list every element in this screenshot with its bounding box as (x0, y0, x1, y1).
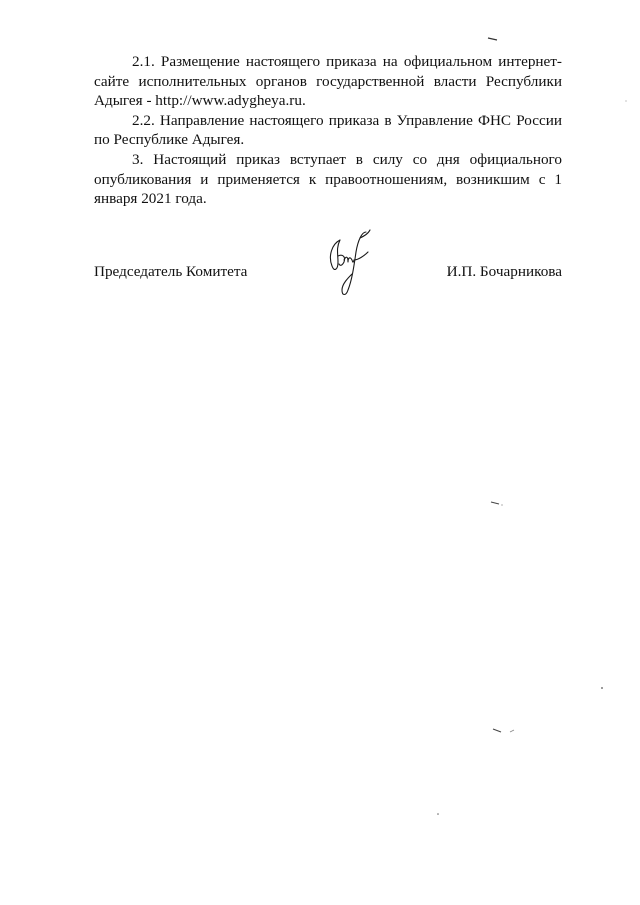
signatory-name: И.П. Бочарникова (446, 263, 562, 280)
scan-speck (624, 98, 628, 104)
handwritten-signature (322, 226, 378, 300)
scan-speck (487, 36, 499, 42)
signatory-position: Председатель Комитета (94, 263, 248, 280)
paragraph-3: 3. Настоящий приказ вступает в силу со дня официального опубликования и применяется к правоотношениям, возникшим с 1 января 2021 года. (94, 150, 562, 208)
scan-speck (490, 500, 504, 506)
paragraph-2-1: 2.1. Размещение настоящего приказа на официальном интернет-сайте исполнительных органов государственной власти Республики Адыгея - http://www.adygheya.ru. (94, 53, 562, 110)
scan-speck (436, 812, 440, 816)
paragraph-2-2: 2.2. Направление настоящего приказа в Управление ФНС России по Республике Адыгея. (94, 111, 562, 149)
document-body (94, 52, 562, 209)
scan-speck (600, 686, 604, 690)
scan-speck (492, 726, 518, 736)
